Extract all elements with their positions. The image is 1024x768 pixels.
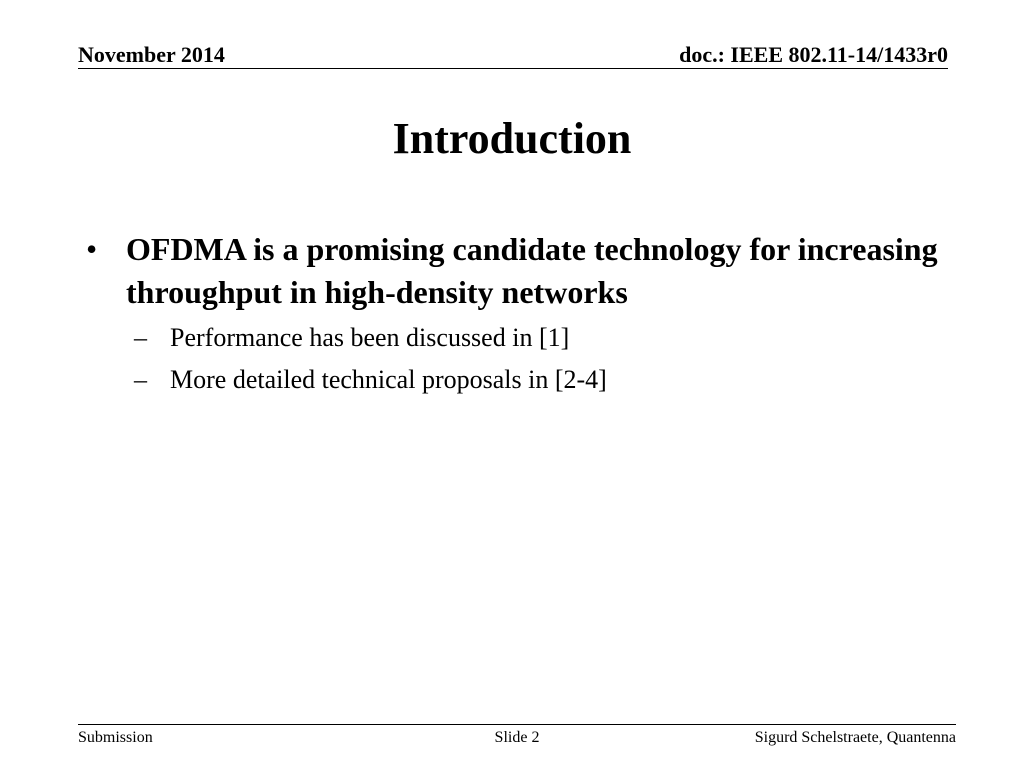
footer-submission: Submission <box>78 729 153 746</box>
bullet-item <box>86 228 946 314</box>
footer-author: Sigurd Schelstraete, Quantenna <box>754 729 956 746</box>
sub-bullet-item <box>86 362 946 398</box>
slide-body <box>86 228 946 398</box>
dash-icon: – <box>134 365 147 394</box>
footer-slide-number: Slide 2 <box>494 729 540 746</box>
bullet-text: OFDMA is a promising candidate technology for increasing throughput in high-density networks <box>126 231 938 310</box>
sub-bullet-text: More detailed technical proposals in [2-4] <box>170 365 607 394</box>
header-date: November 2014 <box>78 42 225 67</box>
dash-icon: – <box>134 323 147 352</box>
header-divider <box>78 68 948 69</box>
footer-divider <box>78 724 956 725</box>
sub-bullet-item <box>86 320 946 356</box>
sub-bullet-text: Performance has been discussed in [1] <box>170 323 570 352</box>
bullet-dot-icon: • <box>86 231 98 267</box>
slide-title: Introduction <box>392 114 632 163</box>
header-doc-id: doc.: IEEE 802.11-14/1433r0 <box>679 42 948 67</box>
